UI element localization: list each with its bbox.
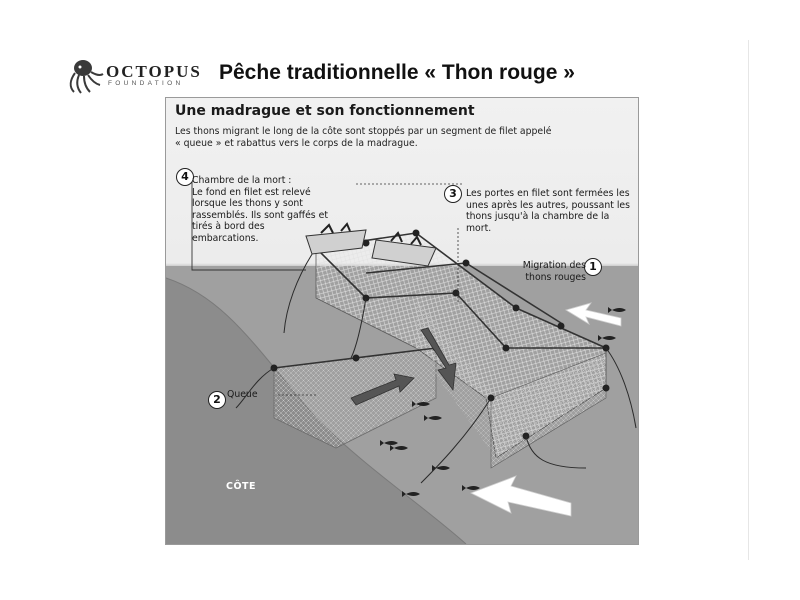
step-4-number: 4 [176,168,194,186]
step-4-label [192,175,412,244]
octopus-icon [66,56,106,96]
step-3-text: Les portes en filet sont fermées les unes après les autres, poussant les thons jusqu'à la chambre de la mort. [466,188,630,234]
step-4-title: Chambre de la mort : [192,175,292,186]
madrague-scene [166,98,638,544]
madrague-illustration [165,97,639,545]
step-3-number: 3 [444,185,462,203]
step-1-text: Migration des thons rouges [522,260,586,283]
step-1-number: 1 [584,258,602,276]
step-4-text: Le fond en filet est relevé lorsque les thons y sont rassemblés. Ils sont gaffés et tirés à bord des embarcations. [192,186,328,244]
logo-subtitle: FOUNDATION [108,80,184,87]
figure-title: Une madrague et son fonctionnement [175,103,475,119]
octopus-foundation-logo [66,56,206,100]
coast-label: CÔTE [226,481,257,492]
step-2-text: Queue [227,389,258,400]
slide-title: Pêche traditionnelle « Thon rouge » [219,61,575,84]
figure-intro: Les thons migrant le long de la côte sont stoppés par un segment de filet appelé « queue » et rabattus vers le corps de la madrague. [175,126,552,149]
slide-divider [748,40,749,560]
logo-name: OCTOPUS [106,62,202,81]
step-2-number: 2 [208,391,226,409]
